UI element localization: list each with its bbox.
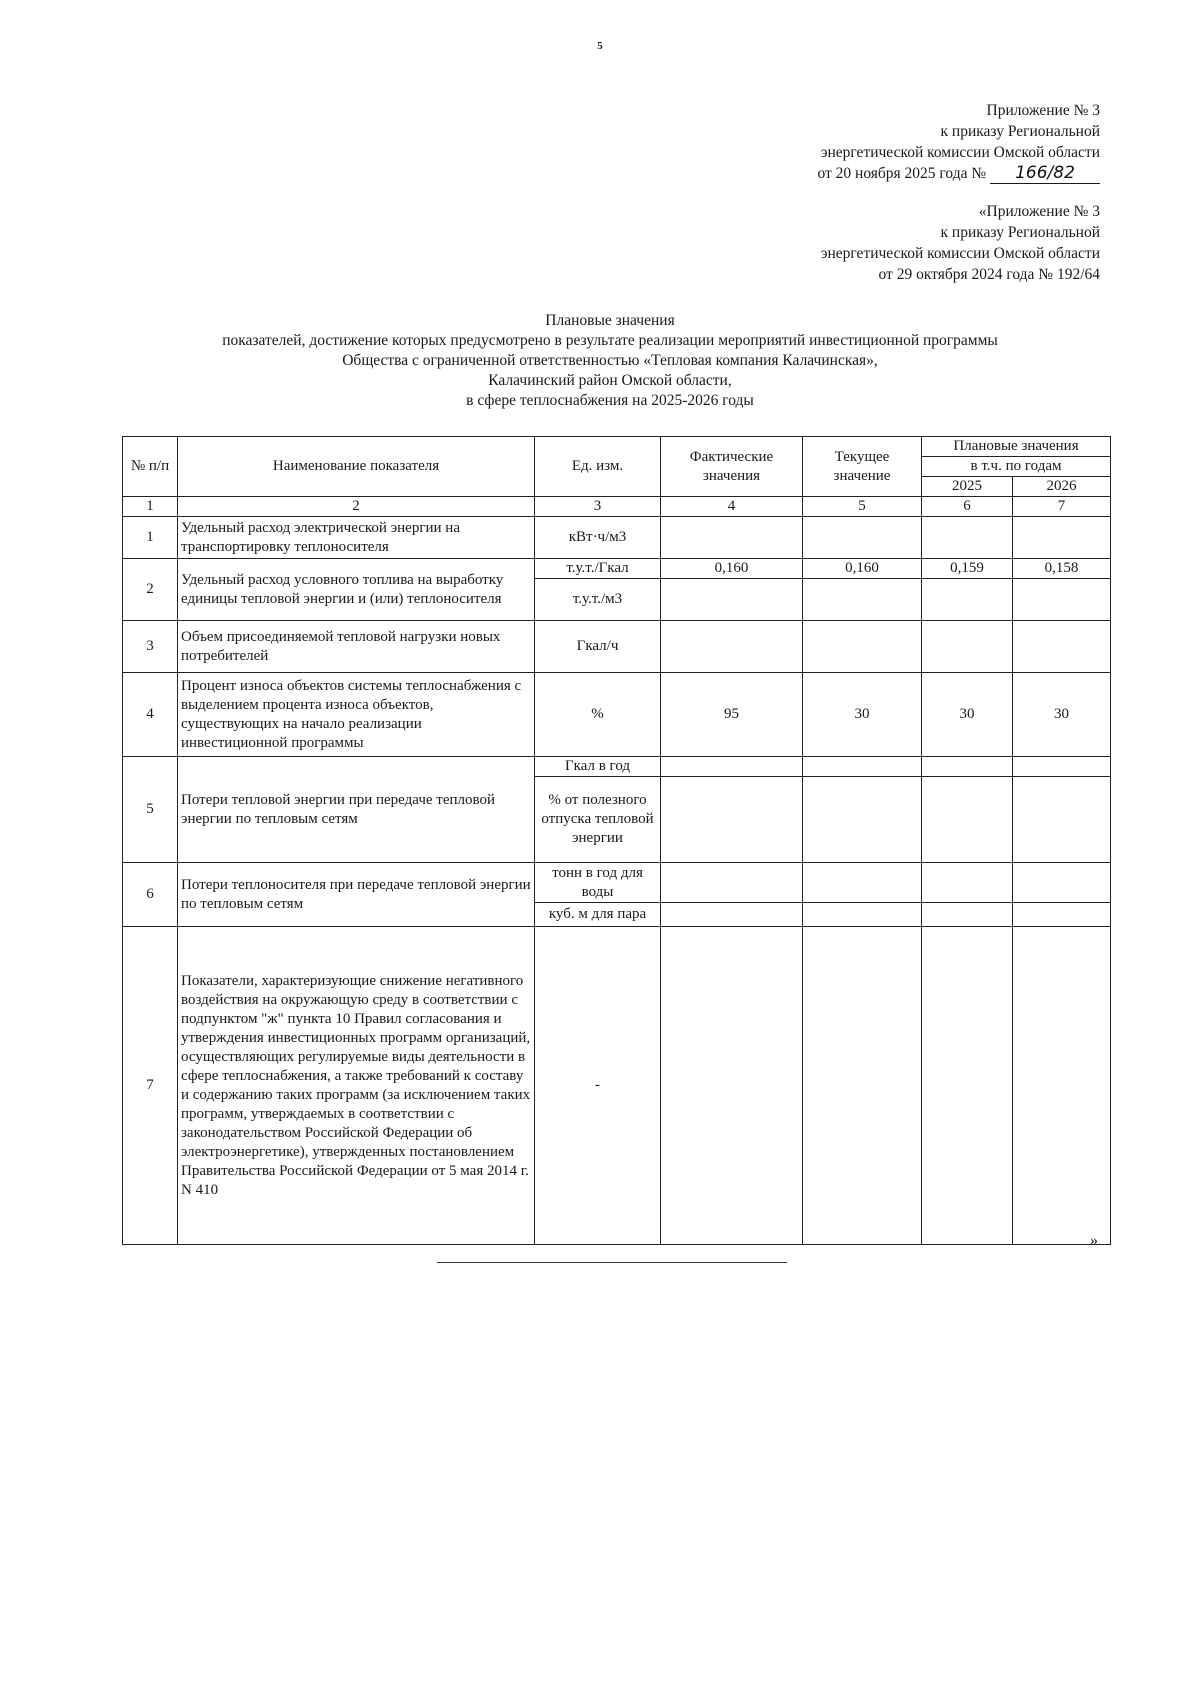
row-2026 — [1013, 579, 1111, 621]
header-unit: Ед. изм. — [535, 437, 661, 497]
row-actual — [661, 621, 803, 673]
row-name: Процент износа объектов системы теплоснабжения с выделением процента износа объектов, существующих на начало реализации инвестиционной программы — [178, 673, 535, 757]
indicators-table — [122, 436, 1111, 1245]
row-name: Объем присоединяемой тепловой нагрузки новых потребителей — [178, 621, 535, 673]
column-number: 5 — [803, 497, 922, 517]
heading-title: Плановые значения — [545, 312, 675, 329]
column-number: 4 — [661, 497, 803, 517]
header-year-2025: 2025 — [922, 477, 1013, 497]
handwritten-order-number: 166/82 — [990, 163, 1100, 184]
header-name: Наименование показателя — [178, 437, 535, 497]
heading-line-2: показателей, достижение которых предусмотрено в результате реализации мероприятий инвестиционной программы — [222, 332, 998, 349]
column-number: 3 — [535, 497, 661, 517]
appendix-date: от 20 ноября 2025 года № — [817, 165, 987, 182]
row-2025 — [922, 777, 1013, 863]
row-2026: 30 — [1013, 673, 1111, 757]
appendix-previous-header — [821, 201, 1100, 285]
row-num: 4 — [123, 673, 178, 757]
prev-appendix-title: «Приложение № 3 — [978, 203, 1100, 220]
row-current: 30 — [803, 673, 922, 757]
heading-line-4: Калачинский район Омской области, — [488, 372, 732, 389]
table-row — [123, 927, 1111, 1245]
row-2025 — [922, 579, 1013, 621]
row-name: Удельный расход электрической энергии на транспортировку теплоносителя — [178, 517, 535, 559]
table-row — [123, 673, 1111, 757]
row-2026 — [1013, 777, 1111, 863]
row-2025 — [922, 927, 1013, 1245]
document-heading — [110, 311, 1110, 411]
row-unit: % от полезного отпуска тепловой энергии — [535, 777, 661, 863]
row-2026 — [1013, 927, 1111, 1245]
table-row — [123, 517, 1111, 559]
prev-appendix-order-ref: к приказу Региональной — [940, 224, 1100, 241]
footer-divider — [437, 1262, 787, 1263]
row-unit: тонн в год для воды — [535, 863, 661, 903]
column-number: 6 — [922, 497, 1013, 517]
row-current — [803, 579, 922, 621]
row-actual — [661, 863, 803, 903]
appendix-current-header — [817, 100, 1100, 184]
row-num: 6 — [123, 863, 178, 927]
row-name: Потери теплоносителя при передаче тепловой энергии по тепловым сетям — [178, 863, 535, 927]
row-actual — [661, 517, 803, 559]
row-2025: 0,159 — [922, 559, 1013, 579]
row-2026: 0,158 — [1013, 559, 1111, 579]
row-current — [803, 903, 922, 927]
prev-appendix-commission: энергетической комиссии Омской области — [820, 245, 1100, 262]
appendix-title: Приложение № 3 — [986, 102, 1100, 119]
row-current — [803, 863, 922, 903]
row-2025 — [922, 903, 1013, 927]
row-unit: т.у.т./м3 — [535, 579, 661, 621]
row-2025 — [922, 621, 1013, 673]
row-2026 — [1013, 757, 1111, 777]
row-num: 2 — [123, 559, 178, 621]
row-actual — [661, 757, 803, 777]
row-actual — [661, 903, 803, 927]
row-current — [803, 927, 922, 1245]
closing-quote: » — [1090, 1232, 1098, 1249]
row-2026 — [1013, 903, 1111, 927]
appendix-date-line — [817, 163, 1100, 184]
row-unit: - — [535, 927, 661, 1245]
row-unit: т.у.т./Гкал — [535, 559, 661, 579]
table-row — [123, 757, 1111, 777]
row-actual — [661, 927, 803, 1245]
prev-appendix-date: от 29 октября 2024 года № 192/64 — [878, 266, 1100, 283]
row-actual: 95 — [661, 673, 803, 757]
row-2025: 30 — [922, 673, 1013, 757]
page-number: 5 — [597, 40, 603, 52]
header-year-2026: 2026 — [1013, 477, 1111, 497]
row-actual — [661, 777, 803, 863]
appendix-order-ref: к приказу Региональной — [940, 123, 1100, 140]
header-num: № п/п — [123, 437, 178, 497]
row-unit: Гкал/ч — [535, 621, 661, 673]
table-row — [123, 863, 1111, 903]
row-num: 3 — [123, 621, 178, 673]
column-number: 1 — [123, 497, 178, 517]
column-number: 7 — [1013, 497, 1111, 517]
row-actual: 0,160 — [661, 559, 803, 579]
heading-line-3: Общества с ограниченной ответственностью «Тепловая компания Калачинская», — [342, 352, 878, 369]
header-actual: Фактические значения — [661, 437, 803, 497]
row-2025 — [922, 517, 1013, 559]
header-current: Текущее значение — [803, 437, 922, 497]
appendix-commission: энергетической комиссии Омской области — [820, 144, 1100, 161]
row-2026 — [1013, 517, 1111, 559]
column-number: 2 — [178, 497, 535, 517]
row-name: Удельный расход условного топлива на выработку единицы тепловой энергии и (или) теплоносителя — [178, 559, 535, 621]
row-2025 — [922, 863, 1013, 903]
row-num: 1 — [123, 517, 178, 559]
row-unit: кВт·ч/м3 — [535, 517, 661, 559]
row-2025 — [922, 757, 1013, 777]
row-unit: % — [535, 673, 661, 757]
row-actual — [661, 579, 803, 621]
row-current — [803, 757, 922, 777]
row-current — [803, 621, 922, 673]
row-name: Потери тепловой энергии при передаче тепловой энергии по тепловым сетям — [178, 757, 535, 863]
row-num: 5 — [123, 757, 178, 863]
row-2026 — [1013, 621, 1111, 673]
row-current: 0,160 — [803, 559, 922, 579]
row-name: Показатели, характеризующие снижение негативного воздействия на окружающую среду в соответствии с подпунктом "ж" пункта 10 Правил согласования и утверждения инвестиционных программ организаций, осуществляющих регулируемые виды деятельности в сфере теплоснабжения, а также требований к составу и содержанию таких программ (за исключением таких программ, утверждаемых в соответствии с законодательством Российской Федерации об электроэнергетике), утвержденных постановлением Правительства Российской Федерации от 5 мая 2014 г. N 410 — [178, 927, 535, 1245]
row-current — [803, 777, 922, 863]
row-unit: куб. м для пара — [535, 903, 661, 927]
heading-line-5: в сфере теплоснабжения на 2025-2026 годы — [466, 392, 754, 409]
row-unit: Гкал в год — [535, 757, 661, 777]
row-num: 7 — [123, 927, 178, 1245]
row-current — [803, 517, 922, 559]
table-row — [123, 621, 1111, 673]
table-row — [123, 559, 1111, 579]
header-by-years: в т.ч. по годам — [922, 457, 1111, 477]
row-2026 — [1013, 863, 1111, 903]
header-planned: Плановые значения — [922, 437, 1111, 457]
